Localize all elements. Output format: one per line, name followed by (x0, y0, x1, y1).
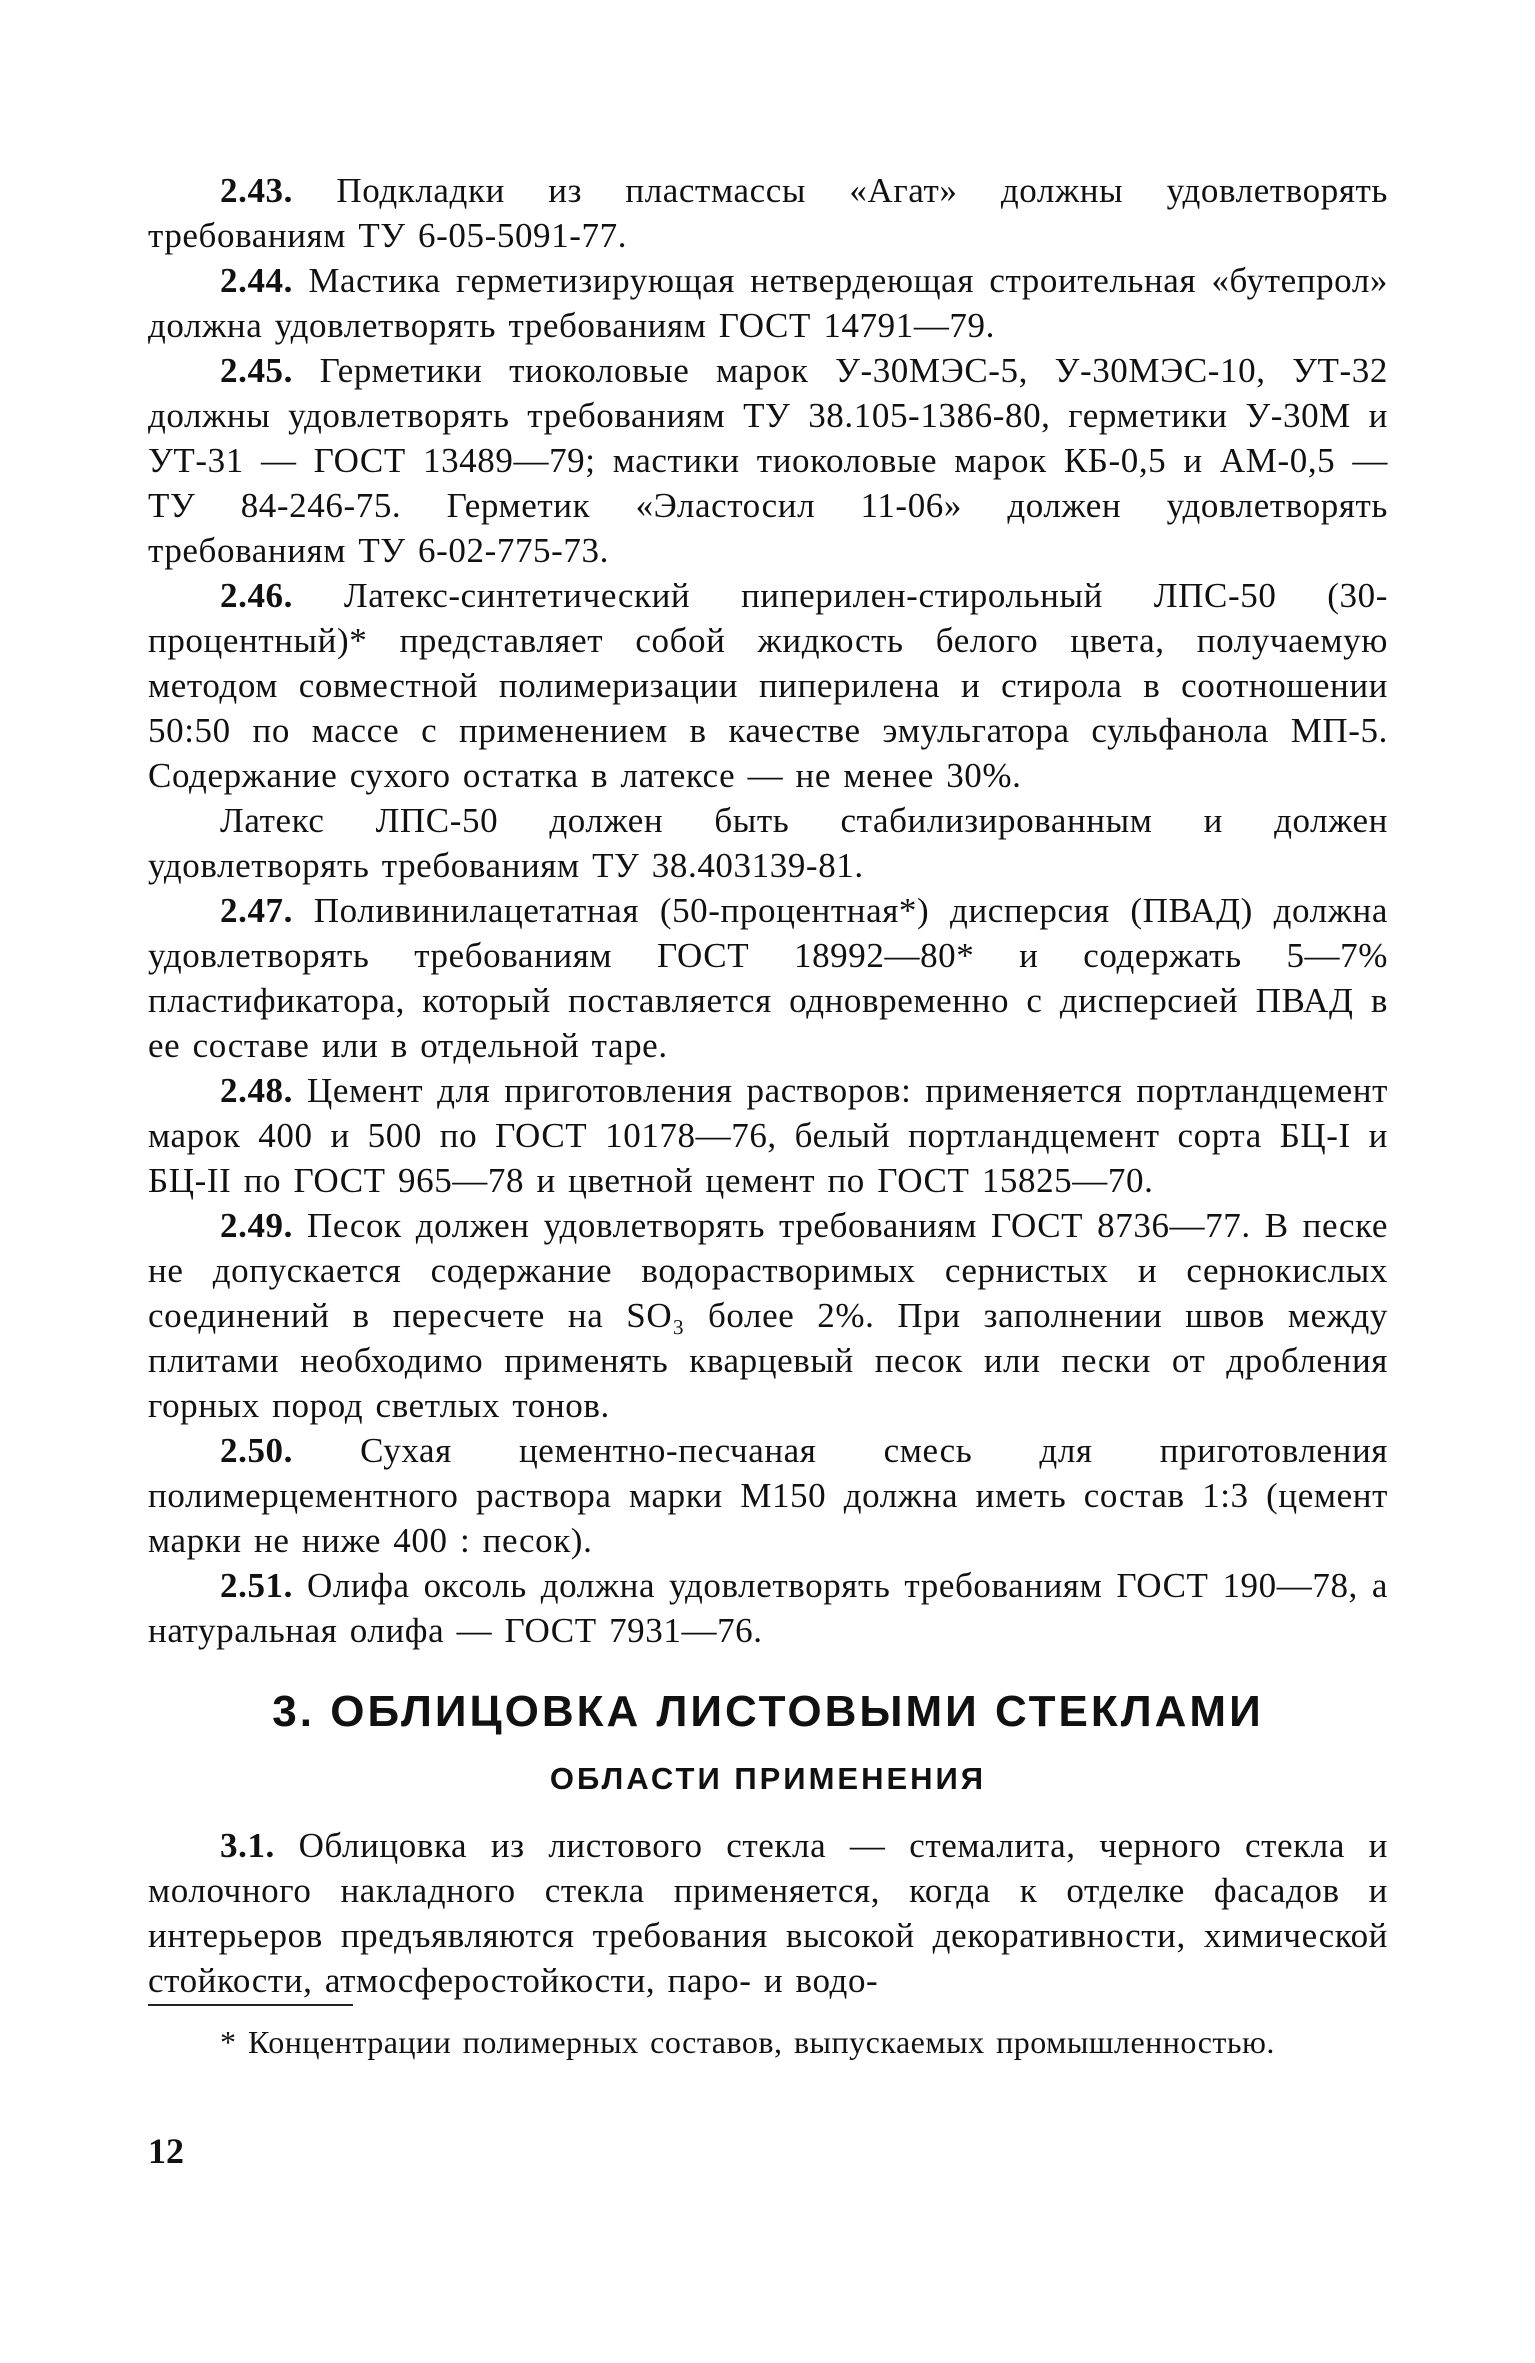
paragraph-number: 2.50. (220, 1431, 293, 1470)
paragraph-text: Цемент для приготовления растворов: применяется портландцемент марок 400 и 500 по ГОСТ 10178—76, белый портландцемент сорта БЦ-I и БЦ-II по ГОСТ 965—78 и цветной цемент по ГОСТ 15825—70. (148, 1071, 1388, 1200)
paragraph-text: Латекс-синтетический пиперилен-стирольный ЛПС-50 (30-процентный)* представляет собой жидкость белого цвета, получаемую методом совместной полимеризации пиперилена и стирола в соотношении 50:50 по массе с применением в качестве эмульгатора сульфанола МП-5. Содержание сухого остатка в латексе — не менее 30%. (148, 576, 1388, 795)
paragraph-number: 2.46. (220, 576, 293, 615)
paragraph-number: 2.49. (220, 1206, 293, 1245)
footnote: * Концентрации полимерных составов, выпускаемых промышленностью. (220, 2024, 1275, 2060)
paragraph-3-1 (148, 1823, 1388, 2003)
paragraph-number: 2.44. (220, 261, 293, 300)
paragraph-text: Герметики тиоколовые марок У-30МЭС-5, У-30МЭС-10, УТ-32 должны удовлетворять требованиям ТУ 38.105-1386-80, герметики У-30М и УТ-31 — ГОСТ 13489—79; мастики тиоколовые марок КБ-0,5 и АМ-0,5 — ТУ 84-246-75. Герметик «Эластосил 11-06» должен удовлетворять требованиям ТУ 6-02-775-73. (148, 351, 1388, 570)
paragraph-text: Мастика герметизирующая нетвердеющая строительная «бутепрол» должна удовлетворять требованиям ГОСТ 14791—79. (148, 261, 1388, 345)
paragraph-2-45 (148, 348, 1388, 573)
paragraph-text: Облицовка из листового стекла — стемалита, черного стекла и молочного накладного стекла применяется, когда к отделке фасадов и интерьеров предъявляются требования высокой декоративности, химической стойкости, атмосферостойкости, паро- и водо- (148, 1826, 1388, 2000)
paragraph-number: 2.43. (220, 171, 293, 210)
page-number: 12 (148, 2131, 184, 2171)
footnote-divider (148, 2004, 353, 2006)
page-body (148, 168, 1388, 2003)
paragraph-text: Сухая цементно-песчаная смесь для приготовления полимерцементного раствора марки М150 должна иметь состав 1:3 (цемент марки не ниже 400 : песок). (148, 1431, 1388, 1560)
paragraph-number: 2.51. (220, 1566, 293, 1605)
paragraph-2-51 (148, 1563, 1388, 1653)
paragraph-2-43 (148, 168, 1388, 258)
subsection-title: ОБЛАСТИ ПРИМЕНЕНИЯ (549, 1761, 987, 1796)
paragraph-number: 2.47. (220, 891, 293, 930)
paragraph-2-47 (148, 888, 1388, 1068)
paragraph-2-50 (148, 1428, 1388, 1563)
paragraph-text: Подкладки из пластмассы «Агат» должны удовлетворять требованиям ТУ 6-05-5091-77. (148, 171, 1388, 255)
paragraph-2-46 (148, 573, 1388, 798)
paragraph-number: 2.48. (220, 1071, 293, 1110)
paragraph-text: Олифа оксоль должна удовлетворять требованиям ГОСТ 190—78, а натуральная олифа — ГОСТ 7931—76. (148, 1566, 1388, 1650)
paragraph-number: 2.45. (220, 351, 293, 390)
paragraph-text: Латекс ЛПС-50 должен быть стабилизированным и должен удовлетворять требованиям ТУ 38.403139-81. (148, 801, 1388, 885)
paragraph-latex-note (148, 798, 1388, 888)
paragraph-number: 3.1. (220, 1826, 275, 1865)
paragraph-2-44 (148, 258, 1388, 348)
section-title: 3. ОБЛИЦОВКА ЛИСТОВЫМИ СТЕКЛАМИ (272, 1687, 1264, 1736)
paragraph-2-48 (148, 1068, 1388, 1203)
paragraph-text: Песок должен удовлетворять требованиям ГОСТ 8736—77. В песке не допускается содержание водорастворимых сернистых и сернокислых соединений в пересчете на SO₃ более 2%. При заполнении швов между плитами необходимо применять кварцевый песок или пески от дробления горных пород светлых тонов. (148, 1206, 1388, 1425)
paragraph-2-49 (148, 1203, 1388, 1428)
paragraph-text: Поливинилацетатная (50-процентная*) дисперсия (ПВАД) должна удовлетворять требованиям ГОСТ 18992—80* и содержать 5—7% пластификатора, который поставляется одновременно с дисперсией ПВАД в ее составе или в отдельной таре. (148, 891, 1388, 1065)
